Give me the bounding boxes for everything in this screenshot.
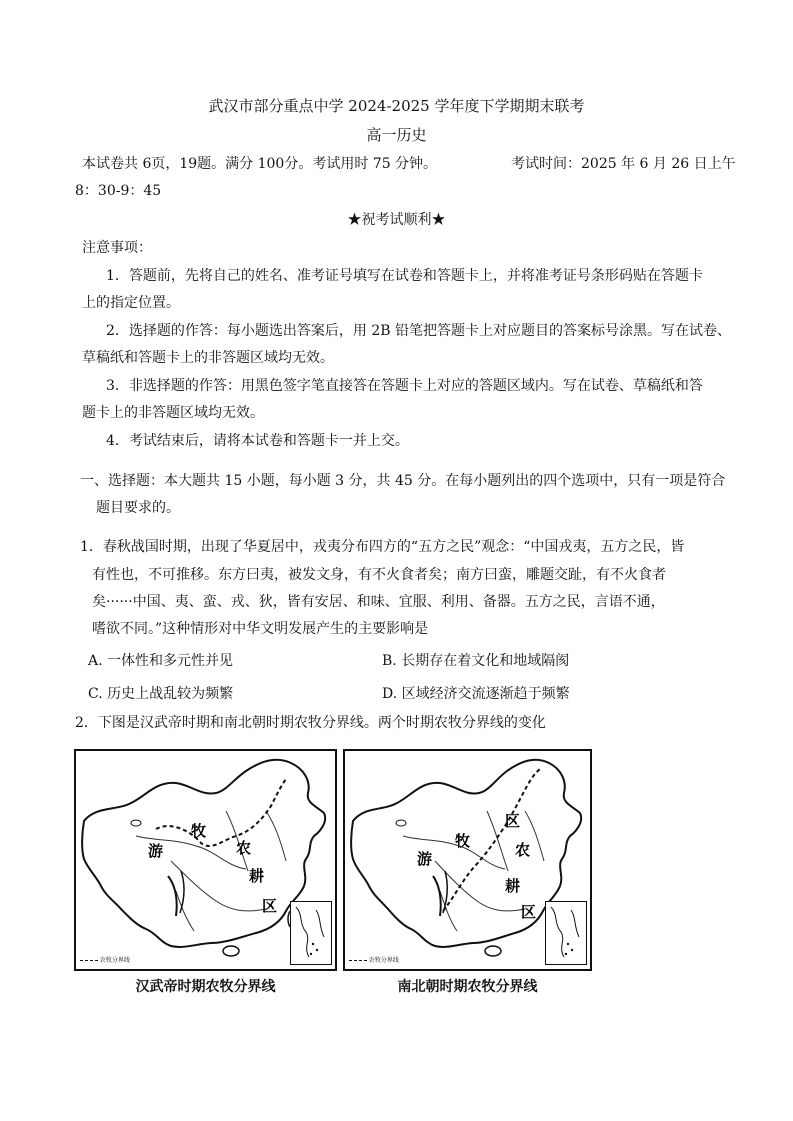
- map-legend: [349, 955, 409, 964]
- map-nanbeichao-caption: 南北朝时期农牧分界线: [397, 979, 538, 995]
- section-1-instructions: 一、选择题：本大题共 15 小题，每小题 3 分，共 45 分。在每小题列出的四个选项中，只有一项是符合: [80, 473, 726, 489]
- q1-option-c[interactable]: C. 历史上战乱较为频繁: [88, 686, 234, 702]
- exam-info-left: 本试卷共 6页，19题。满分 100分。考试用时 75 分钟。: [82, 156, 438, 172]
- exam-info-right: 考试时间：2025 年 6 月 26 日上午: [511, 156, 736, 172]
- q1-stem-line-1: 1．春秋战国时期，出现了华夏居中，戎夷分布四方的“五方之民”观念：“中国戎夷，五方之民，皆: [80, 539, 685, 555]
- map-label-mu: 牧: [455, 832, 471, 850]
- map-label-geng: 耕: [249, 867, 265, 885]
- note-3-line-2: 题卡上的非答题区域均无效。: [82, 405, 264, 421]
- note-2-line-1: 2．选择题的作答：每小题选出答案后，用 2B 铅笔把答题卡上对应题目的答案标号涂黑。写在试卷、: [106, 323, 732, 339]
- map-label-you: 游: [417, 850, 433, 868]
- legend-label: 农牧分界线: [368, 957, 399, 964]
- q1-option-d[interactable]: D. 区域经济交流逐渐趋于频繁: [382, 686, 570, 702]
- map-label-qu-north: 区: [505, 812, 521, 830]
- q1-option-a[interactable]: A. 一体性和多元性并见: [88, 653, 234, 669]
- map-label-you: 游: [148, 842, 164, 860]
- q1-stem-line-4: 嗜欲不同。”这种情形对中华文明发展产生的主要影响是: [92, 621, 429, 637]
- south-china-sea-inset: [290, 901, 332, 965]
- map-han-wudi: [74, 749, 337, 971]
- q1-option-b[interactable]: B. 长期存在着文化和地域隔阂: [382, 653, 570, 669]
- note-3-line-1: 3．非选择题的作答：用黑色签字笔直接答在答题卡上对应的答题区域内。写在试卷、草稿纸和答: [106, 378, 703, 394]
- note-2-line-2: 草稿纸和答题卡上的非答题区域均无效。: [82, 350, 334, 366]
- q2-stem: 2．下图是汉武帝时期和南北朝时期农牧分界线。两个时期农牧分界线的变化: [75, 715, 546, 731]
- section-1-instructions-cont: 题目要求的。: [96, 500, 180, 516]
- good-luck-banner: ★祝考试顺利★: [347, 212, 446, 228]
- south-china-sea-inset: [545, 901, 587, 965]
- map-han-wudi-caption: 汉武帝时期农牧分界线: [135, 979, 276, 995]
- map-label-qu-south: 区: [521, 903, 537, 921]
- q1-stem-line-3: 矣······中国、夷、蛮、戎、狄，皆有安居、和味、宜服、利用、备器。五方之民，言语不通，: [92, 594, 665, 610]
- note-1-line-1: 1．答题前，先将自己的姓名、准考证号填写在试卷和答题卡上，并将准考证号条形码贴在答题卡: [106, 268, 703, 284]
- note-1-line-2: 上的指定位置。: [82, 295, 180, 311]
- note-4-line-1: 4．考试结束后，请将本试卷和答题卡一并上交。: [106, 433, 409, 449]
- map-nanbeichao: [343, 749, 592, 971]
- notes-heading: 注意事项：: [82, 240, 152, 256]
- subject-title: 高一历史: [366, 126, 427, 144]
- map-label-mu: 牧: [191, 822, 207, 840]
- map-label-qu: 区: [262, 897, 278, 915]
- q1-stem-line-2: 有性也，不可推移。东方曰夷，被发文身，有不火食者矣；南方曰蛮，雕题交趾，有不火食者: [92, 567, 666, 583]
- exam-time: 8：30-9：45: [75, 183, 162, 199]
- map-label-nong: 农: [236, 839, 252, 857]
- map-label-nong: 农: [515, 841, 531, 859]
- exam-title: 武汉市部分重点中学 2024-2025 学年度下学期期末联考: [208, 97, 585, 115]
- map-legend: [80, 955, 140, 964]
- legend-label: 农牧分界线: [99, 957, 130, 964]
- map-label-geng: 耕: [505, 877, 521, 895]
